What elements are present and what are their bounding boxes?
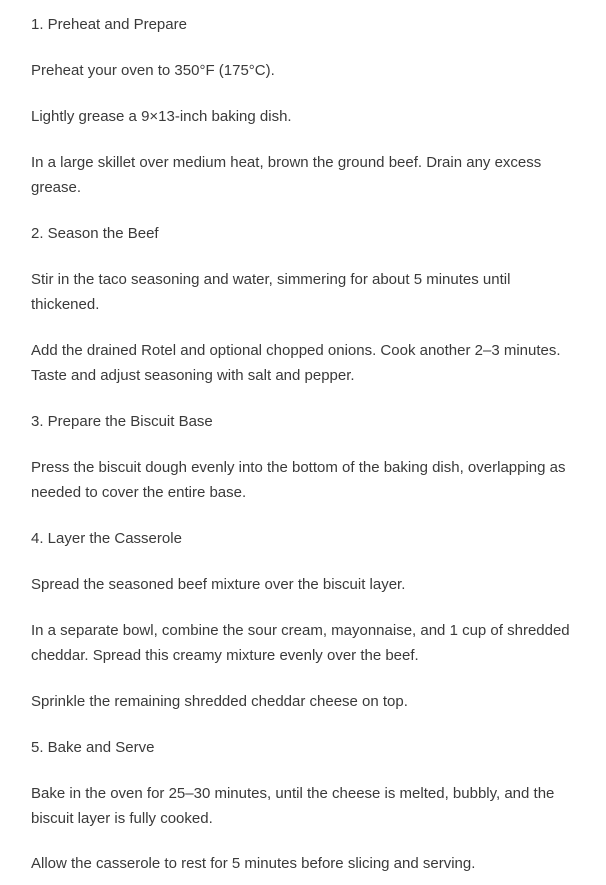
- step-heading-preheat: 1. Preheat and Prepare: [31, 16, 187, 33]
- instruction-paragraph: In a large skillet over medium heat, brown the ground beef. Drain any excess grease.: [31, 154, 542, 196]
- instruction-paragraph: Allow the casserole to rest for 5 minutes before slicing and serving.: [31, 855, 476, 872]
- instruction-paragraph: Press the biscuit dough evenly into the bottom of the baking dish, overlapping as needed to cover the entire base.: [31, 459, 566, 501]
- instruction-paragraph: Lightly grease a 9×13-inch baking dish.: [31, 108, 292, 125]
- step-heading-bake: 5. Bake and Serve: [31, 739, 155, 756]
- instruction-paragraph: Preheat your oven to 350°F (175°C).: [31, 62, 275, 79]
- instruction-paragraph: Add the drained Rotel and optional chopped onions. Cook another 2–3 minutes. Taste and adjust seasoning with salt and pepper.: [31, 342, 561, 384]
- instruction-paragraph: In a separate bowl, combine the sour cream, mayonnaise, and 1 cup of shredded cheddar. Spread this creamy mixture evenly over the beef.: [31, 622, 570, 664]
- instruction-paragraph: Sprinkle the remaining shredded cheddar cheese on top.: [31, 693, 408, 710]
- step-heading-season: 2. Season the Beef: [31, 225, 159, 242]
- step-heading-layer: 4. Layer the Casserole: [31, 530, 182, 547]
- step-heading-biscuit-base: 3. Prepare the Biscuit Base: [31, 413, 213, 430]
- instruction-paragraph: Stir in the taco seasoning and water, simmering for about 5 minutes until thickened.: [31, 271, 511, 313]
- instruction-paragraph: Bake in the oven for 25–30 minutes, until the cheese is melted, bubbly, and the biscuit layer is fully cooked.: [31, 785, 555, 827]
- instruction-paragraph: Spread the seasoned beef mixture over the biscuit layer.: [31, 576, 406, 593]
